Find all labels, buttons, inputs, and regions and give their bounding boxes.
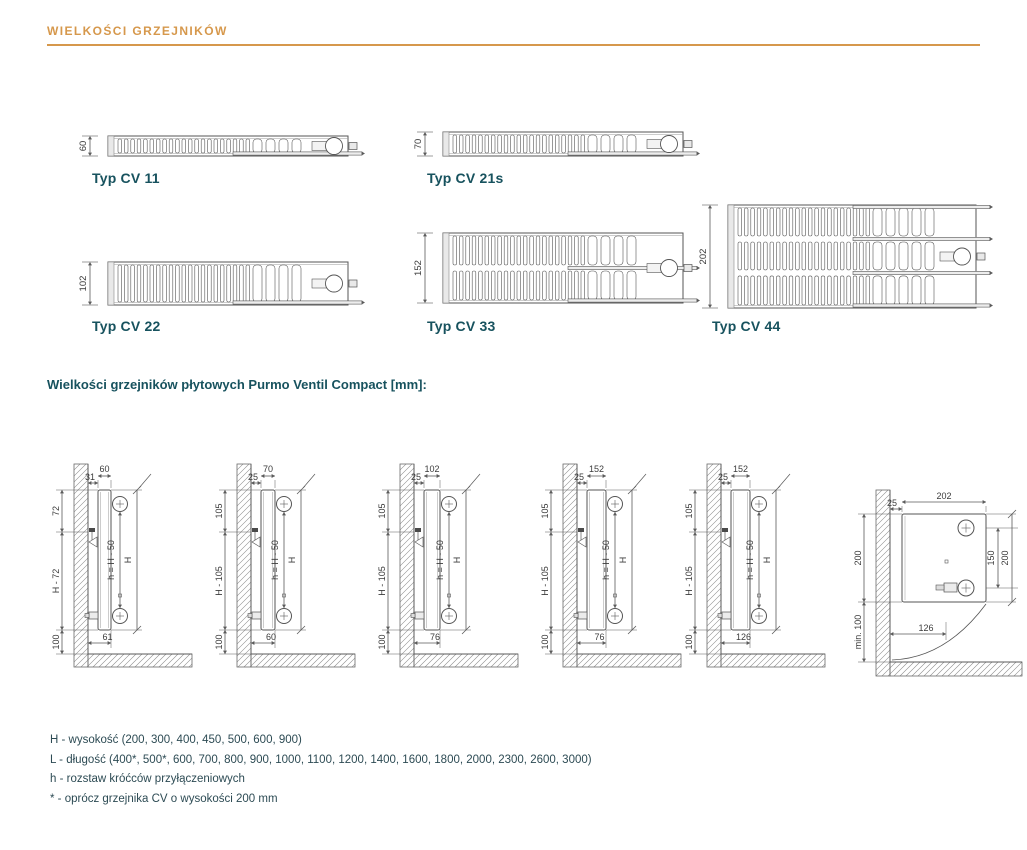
- svg-text:61: 61: [102, 632, 113, 642]
- svg-text:H: H: [762, 556, 772, 564]
- svg-text:60: 60: [265, 632, 277, 642]
- radiator-cross-section-cv21s: [413, 128, 713, 164]
- svg-text:h = H - 50: h = H - 50: [745, 540, 755, 580]
- svg-text:100: 100: [51, 634, 61, 650]
- svg-text:72: 72: [51, 505, 61, 517]
- svg-text:105: 105: [377, 503, 387, 519]
- footnote-spacing: h - rozstaw króćców przyłączeniowych: [50, 773, 245, 785]
- svg-text:H - 105: H - 105: [684, 566, 694, 596]
- svg-text:H - 72: H - 72: [51, 568, 61, 594]
- type-label-cv11: Typ CV 11: [92, 170, 160, 186]
- svg-text:126: 126: [735, 632, 752, 642]
- page-title: WIELKOŚCI GRZEJNIKÓW: [47, 24, 228, 38]
- footnotes: [50, 731, 592, 809]
- installation-diagram-cv21s: [211, 424, 363, 676]
- svg-text:102: 102: [78, 275, 89, 292]
- footnote-height: H - wysokość (200, 300, 400, 450, 500, 600, 900): [50, 734, 302, 746]
- installation-diagram-cv33: [537, 424, 689, 676]
- svg-text:76: 76: [429, 632, 441, 642]
- svg-text:152: 152: [732, 464, 749, 474]
- svg-text:25: 25: [717, 472, 729, 482]
- svg-text:25: 25: [886, 498, 898, 508]
- svg-text:h = H - 50: h = H - 50: [435, 540, 445, 580]
- svg-text:202: 202: [936, 491, 952, 501]
- radiator-cross-section-cv44: [698, 201, 998, 316]
- svg-text:105: 105: [214, 503, 224, 519]
- svg-text:H: H: [618, 556, 628, 564]
- footnote-length: L - długość (400*, 500*, 600, 700, 800, 900, 1000, 1100, 1200, 1400, 1600, 1800, 2000, 2300, 2600, 3000): [50, 753, 592, 766]
- svg-text:25: 25: [410, 472, 422, 482]
- svg-text:H: H: [287, 556, 297, 564]
- svg-text:H: H: [452, 556, 462, 564]
- svg-text:100: 100: [214, 634, 224, 650]
- svg-text:31: 31: [84, 472, 96, 482]
- svg-text:105: 105: [540, 503, 550, 519]
- svg-text:H: H: [123, 556, 133, 564]
- svg-text:h = H - 50: h = H - 50: [106, 540, 116, 580]
- installation-diagram-cv22: [374, 424, 526, 676]
- svg-text:102: 102: [424, 464, 440, 474]
- svg-text:min. 100: min. 100: [853, 614, 863, 650]
- svg-text:60: 60: [78, 140, 89, 152]
- type-label-cv21s: Typ CV 21s: [427, 170, 504, 186]
- svg-text:25: 25: [247, 472, 259, 482]
- radiator-cross-section-cv33: [413, 229, 713, 311]
- footnote-note: * - oprócz grzejnika CV o wysokości 200 mm: [50, 792, 278, 805]
- type-label-cv22: Typ CV 22: [92, 318, 161, 334]
- svg-text:h = H - 50: h = H - 50: [270, 540, 280, 580]
- section-heading: Wielkości grzejników płytowych Purmo Ventil Compact [mm]:: [47, 377, 427, 392]
- svg-text:126: 126: [918, 623, 934, 633]
- svg-text:202: 202: [698, 248, 709, 265]
- svg-text:70: 70: [262, 464, 274, 474]
- radiator-cross-section-cv11: [78, 132, 378, 164]
- type-label-cv44: Typ CV 44: [712, 318, 781, 334]
- type-label-cv33: Typ CV 33: [427, 318, 496, 334]
- svg-text:100: 100: [540, 634, 550, 650]
- svg-text:70: 70: [413, 138, 424, 150]
- svg-text:H - 105: H - 105: [214, 566, 224, 596]
- svg-text:200: 200: [853, 550, 863, 566]
- installation-diagram-low-radiator: [846, 462, 1027, 687]
- svg-text:H - 105: H - 105: [377, 566, 387, 596]
- svg-text:100: 100: [684, 634, 694, 650]
- installation-diagram-cv11: [48, 424, 200, 676]
- svg-text:H - 105: H - 105: [540, 566, 550, 596]
- svg-text:150: 150: [986, 550, 996, 566]
- svg-text:25: 25: [573, 472, 585, 482]
- svg-text:100: 100: [377, 634, 387, 650]
- svg-text:105: 105: [684, 503, 694, 519]
- svg-text:152: 152: [588, 464, 605, 474]
- svg-text:60: 60: [99, 464, 110, 474]
- svg-text:h = H - 50: h = H - 50: [601, 540, 611, 580]
- title-underline: [47, 44, 980, 46]
- radiator-cross-section-cv22: [78, 258, 378, 313]
- svg-text:200: 200: [1000, 550, 1010, 566]
- installation-diagram-cv33-alt: [681, 424, 833, 676]
- svg-text:152: 152: [413, 260, 424, 276]
- svg-text:76: 76: [594, 632, 605, 642]
